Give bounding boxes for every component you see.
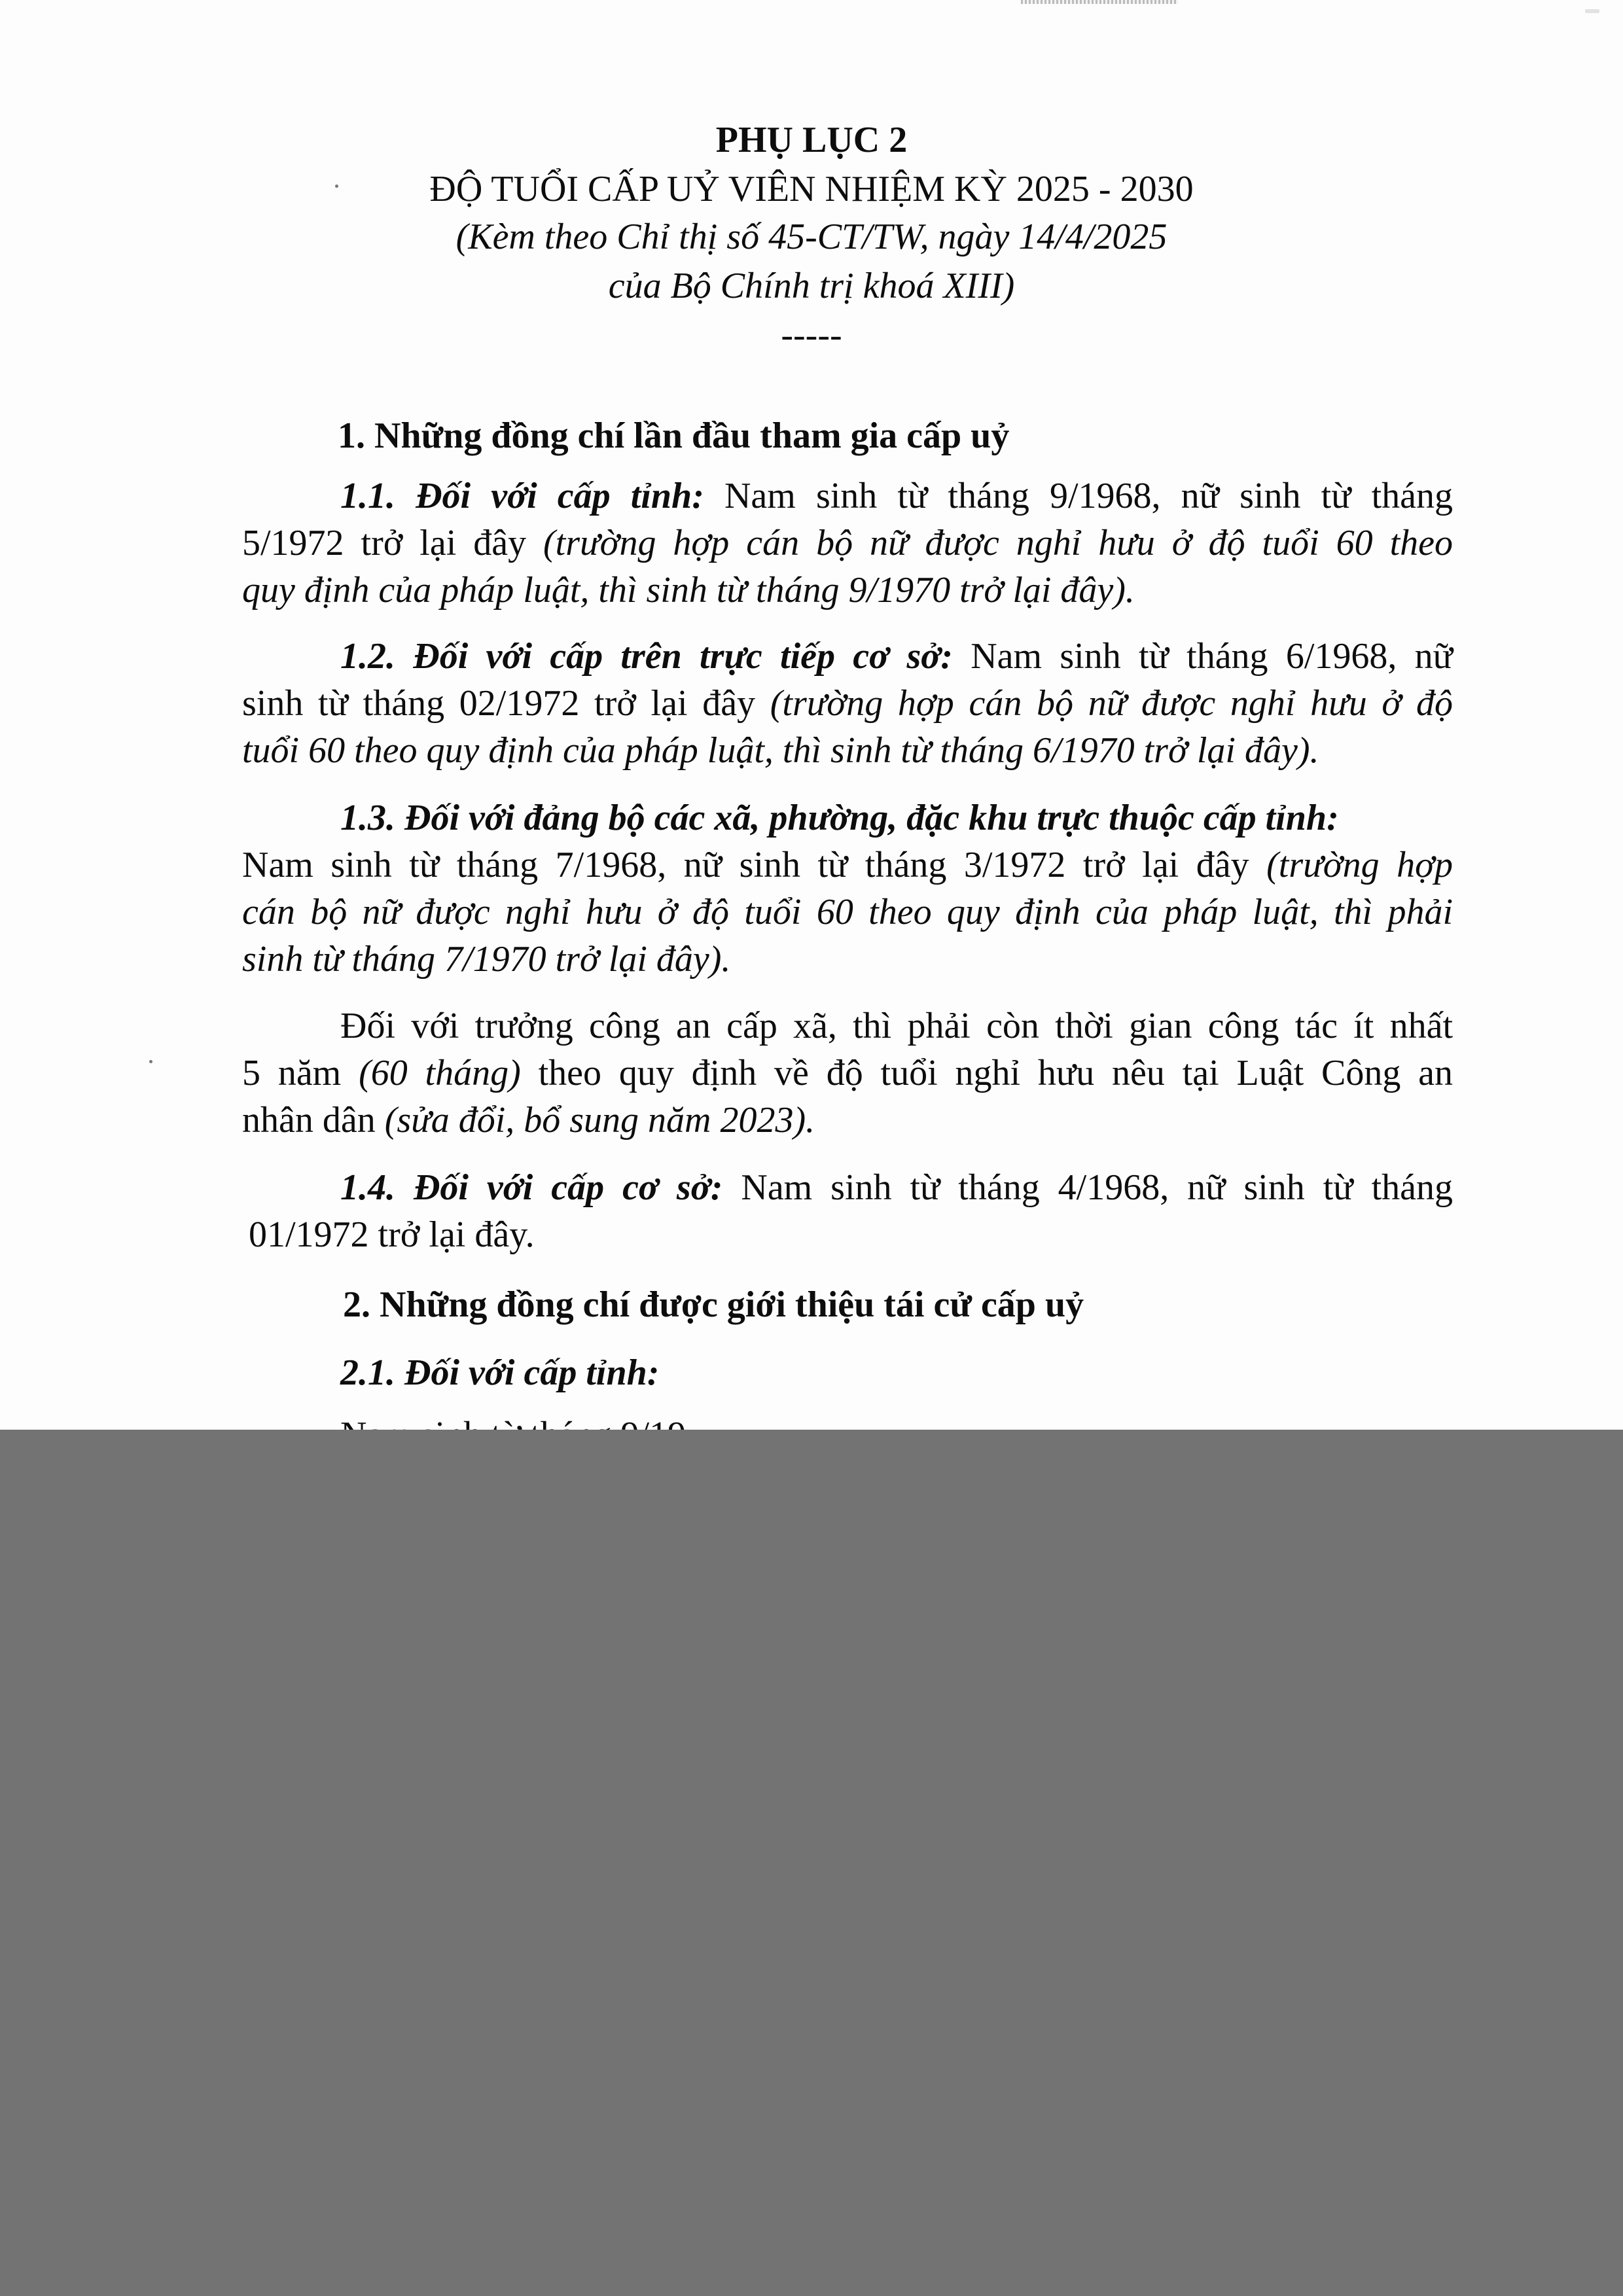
- para-1-4-text: Nam sinh từ tháng 4/1968, nữ sinh từ tháng: [741, 1167, 1454, 1208]
- para-1-2-text: Nam sinh từ tháng 6/1968, nữ: [971, 636, 1453, 677]
- section-1-heading: 1. Những đồng chí lần đầu tham gia cấp uỷ: [338, 415, 1010, 456]
- para-1-2-text: (trường hợp cán bộ nữ được nghỉ hưu ở độ: [770, 683, 1454, 724]
- para-1-2-line: [242, 685, 1453, 722]
- scan-artifact: [1021, 0, 1178, 4]
- scan-artifact: [1585, 9, 1599, 13]
- para-1-1-text: Nam sinh từ tháng 9/1968, nữ sinh từ tháng: [724, 476, 1454, 516]
- para-1-3-text: Nam sinh từ tháng 7/1968, nữ sinh từ tháng 3/1972 trở lại đây: [242, 845, 1249, 885]
- appendix-title: PHỤ LỤC 2: [715, 120, 908, 160]
- separator: -----: [781, 315, 842, 355]
- attachment-note-line-2: của Bộ Chính trị khoá XIII): [608, 266, 1015, 306]
- para-1-4-line: [340, 1169, 1453, 1206]
- para-1-3-line: cán bộ nữ được nghỉ hưu ở độ tuổi 60 theo quy định của pháp luật, thì phải: [242, 892, 1453, 932]
- para-1-4-line: 01/1972 trở lại đây.: [249, 1214, 535, 1255]
- para-1-1-line: [340, 478, 1453, 514]
- para-1-3-line: [242, 847, 1453, 883]
- para-police-text: (sửa đổi, bổ sung năm 2023).: [384, 1100, 815, 1140]
- para-1-2-line: [340, 638, 1453, 675]
- attachment-note-line-1: (Kèm theo Chỉ thị số 45-CT/TW, ngày 14/4/2025: [455, 217, 1168, 257]
- para-1-2-label: 1.2. Đối với cấp trên trực tiếp cơ sở:: [340, 636, 953, 677]
- gray-overlay: [0, 1430, 1623, 2296]
- para-1-3-label: 1.3. Đối với đảng bộ các xã, phường, đặc khu trực thuộc cấp tỉnh:: [340, 798, 1339, 838]
- para-police-text: 5 năm: [242, 1053, 342, 1093]
- section-2-heading: 2. Những đồng chí được giới thiệu tái cử cấp uỷ: [343, 1284, 1084, 1325]
- para-police-line: Đối với trưởng công an cấp xã, thì phải còn thời gian công tác ít nhất: [340, 1006, 1453, 1046]
- para-2-1-label: 2.1. Đối với cấp tỉnh:: [340, 1352, 660, 1393]
- para-police-text: nhân dân: [242, 1100, 376, 1140]
- para-1-2-text: sinh từ tháng 02/1972 trở lại đây: [242, 683, 756, 724]
- scan-speck: [149, 1060, 152, 1063]
- para-police-line: [242, 1055, 1453, 1091]
- appendix-subtitle: ĐỘ TUỔI CẤP UỶ VIÊN NHIỆM KỲ 2025 - 2030: [429, 169, 1194, 209]
- para-1-1-text: (trường hợp cán bộ nữ được nghỉ hưu ở độ tuổi 60 theo: [543, 523, 1453, 563]
- para-police-line: [242, 1102, 815, 1139]
- para-1-1-label: 1.1. Đối với cấp tỉnh:: [340, 476, 704, 516]
- para-1-1-line: [242, 525, 1453, 561]
- para-1-2-line: tuổi 60 theo quy định của pháp luật, thì sinh từ tháng 6/1970 trở lại đây).: [242, 730, 1319, 771]
- para-1-1-line: quy định của pháp luật, thì sinh từ tháng 9/1970 trở lại đây).: [242, 570, 1135, 610]
- para-1-4-label: 1.4. Đối với cấp cơ sở:: [340, 1167, 723, 1208]
- para-police-text: (60 tháng): [359, 1053, 521, 1093]
- para-1-3-line: sinh từ tháng 7/1970 trở lại đây).: [242, 939, 731, 980]
- para-police-text: theo quy định về độ tuổi nghỉ hưu nêu tại Luật Công an: [538, 1053, 1454, 1093]
- para-1-1-text: 5/1972 trở lại đây: [242, 523, 527, 563]
- para-1-3-text: (trường hợp: [1266, 845, 1453, 885]
